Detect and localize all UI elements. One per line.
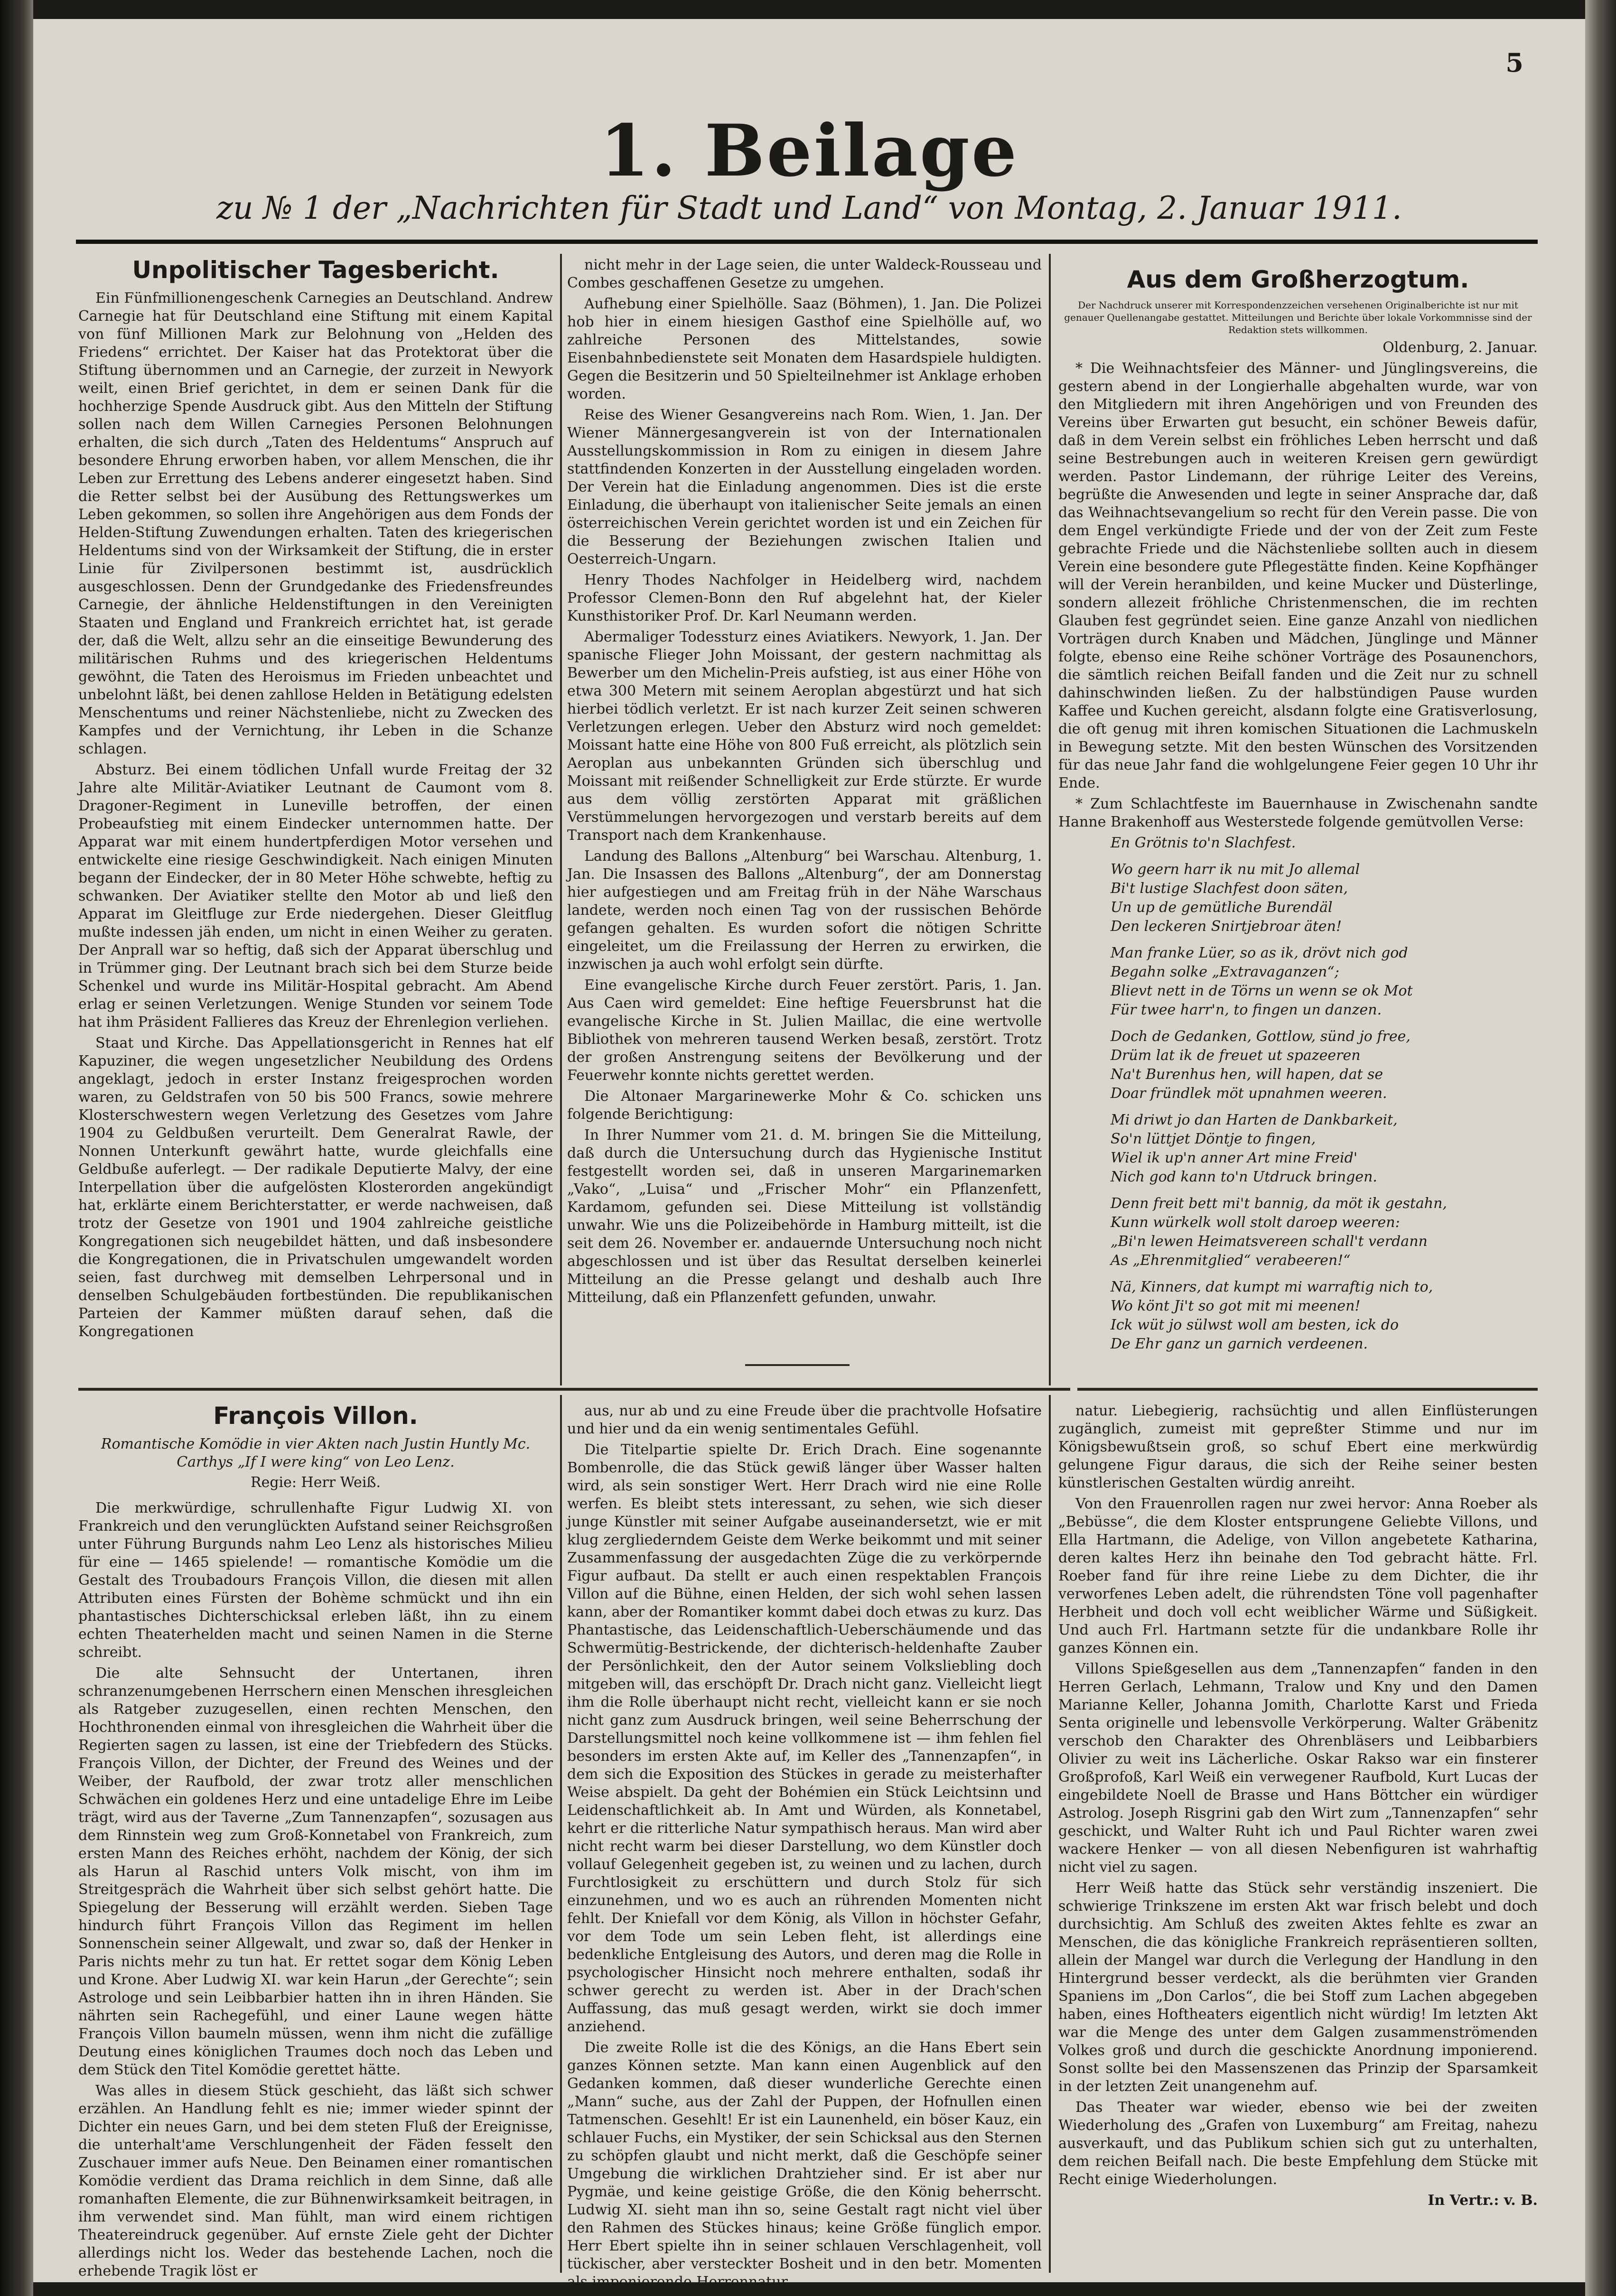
newspaper-page: [33, 19, 1585, 2290]
poem-line: Nä, Kinners, dat kumpt mi warraftig nich to,: [1111, 1279, 1433, 1295]
supplement-title: 1. Beilage: [599, 109, 1019, 193]
page-number: 5: [1505, 47, 1523, 78]
section-heading: Unpolitischer Tagesbericht.: [132, 256, 499, 284]
poem-line: Ick wüt jo sülwst woll am besten, ick do: [1111, 1317, 1399, 1333]
review-paragraph: Die Titelpartie spielte Dr. Erich Drach. Eine sogenannte Bombenrolle, die das Stück gewiß länger über Wasser halten wird, als sein sonstiger Wert. Herr Drach wird nie eine Rolle werfen. Es bleibt stets interessant, zu sehen, wie sich dieser junge Künstler mit seiner Aufgabe auseinandersetzt, wie er mit klug zergliederndem Geiste dem Werke beikommt und mit seiner Zusammenfassung der ausgedachten Züge die zu verkörpernde Figur aufbaut. Da stellt er auch einen respektablen François Villon auf die Bühne, einen Helden, der sich wohl sehen lassen kann, aber der Romantiker kommt dabei doch etwas zu kurz. Das Phantastische, das Leidenschaftlich-Ueberschäumende und das Schwermütig-Bestrickende, der dichterisch-heldenhafte Zauber der Persönlichkeit, den der Autor seinem Volksliebling doch mitgeben will, das erschöpft Dr. Drach nicht ganz. Vielleicht liegt ihm die Rolle überhaupt nicht recht, vielleicht kann er sie noch nicht ganz zum Ausdruck bringen, weil seine Beherrschung der Darstellungsmittel noch keine vollkommene ist — ihm fehlen fiel besonders im ersten Akte auf, im Keller des „Tannenzapfen“, in dem sich die Exposition des Stückes in gerade zu meisterhafter Weise abspielt. Da geht der Bohémien ein Stück Leichtsinn und Leidenschaftlichkeit ab. In Amt und Würden, als Konnetabel, kehrt er die ritterliche Natur sympathisch heraus. Man wird aber nicht recht warm bei dieser Darstellung, wo dem Künstler doch vollauf Gelegenheit gegeben ist, zu weinen und zu lachen, durch Furchtlosigkeit zu erschüttern und durch Stolz für sich einzunehmen, und wo es auch an rührenden Momenten nicht fehlt. Der Kniefall vor dem König, als Villon in höchster Gefahr, vor dem Tode um sein Leben fleht, ist allerdings eine bedenkliche Entgleisung des Autors, und deren mag die Rolle in psychologischer Hinsicht noch mehrere enthalten, sodaß ihr schwer gerecht zu werden ist. Aber in der Drach'schen Auffassung, das muß gesagt werden, wirkt sie doch immer anziehend.: [567, 1441, 1042, 2035]
poem-stanza: [1111, 1195, 1538, 1270]
article-paragraph: Staat und Kirche. Das Appellationsgericht in Rennes hat elf Kapuziner, die wegen ungesetzlicher Neubildung des Ordens angeklagt, jedoch in erster Instanz freigesprochen worden waren, zu Geldstrafen von 50 bis 500 Francs, sowie mehrere Klosterschwestern wegen Verletzung des Gesetzes vom Jahre 1904 zu Geldbußen verurteilt. Dem Generalrat Rawle, der Nonnen Unterkunft gewährt hatte, wurde gleichfalls eine Geldbuße auferlegt. — Der radikale Deputierte Malvy, der eine Interpellation über die aufgelösten Klosterorden angekündigt hat, erklärte einem Berichterstatter, er werde nachweisen, daß trotz der Gesetze von 1901 und 1904 zahlreiche geistliche Kongregationen sich neugebildet hätten, und daß insbesondere die Kongregationen, die in Privatschulen umgewandelt worden seien, fast durchweg mit demselben Lehrpersonal und in denselben Schulgebäuden fortbestünden. Die republikanischen Parteien der Kammer müßten darauf sehen, daß die Kongregationen: [78, 1035, 553, 1340]
poem-line: Nich god kann to'n Utdruck bringen.: [1111, 1169, 1377, 1185]
review-subheading: Romantische Komödie in vier Akten nach Justin Huntly Mc. Carthys „If I were king“ von Leo Lenz.: [101, 1436, 531, 1470]
review-paragraph: Die alte Sehnsucht der Untertanen, ihren schranzenumgebenen Herrschern einen Menschen ihresgleichen als Ratgeber zuzugesellen, einen rechten Menschen, den Hochthronenden einmal von ihresgleichen die Wahrheit über die Regierten sagen zu lassen, ist eine der Triebfedern des Stücks. François Villon, der Dichter, der Freund des Weines und der Weiber, der Raufbold, der zwar trotz aller menschlichen Schwächen ein goldenes Herz und eine untadelige Ehre im Leibe trägt, wird aus der Taverne „Zum Tannenzapfen“, sozusagen aus dem Rinnstein weg zum Groß-Konnetabel von Frankreich, zum ersten Mann des Reiches erhöht, nachdem der König, der sich als Harun al Raschid unters Volk mischt, von ihm im Streitgespräch die Wahrheit über sich selbst gehört hatte. Die Spiegelung der Besserung will erzählt werden. Sieben Tage hindurch führt François Villon das Regiment im hellen Sonnenschein seiner Allgewalt, und zwar so, daß der Henker in Paris nichts mehr zu tun hat. Er rettet sogar dem König Leben und Krone. Aber Ludwig XI. war kein Harun „der Gerechte“; sein Astrologe und sein Leibbarbier hatten ihn in ihren Händen. Sie nährten sein Rachegefühl, und einer Laune wegen hätte François Villon baumeln müssen, wenn ihm nicht die zufällige Deutung eines königlichen Traumes doch noch das Leben und dem Stück den Titel Komödie gerettet hätte.: [78, 1665, 553, 2078]
review-paragraph: Was alles in diesem Stück geschieht, das läßt sich schwer erzählen. An Handlung fehlt es nie; immer wieder spinnt der Dichter ein neues Garn, und bei dem steten Fluß der Ereignisse, die unterhalt'ame Verschlungenheit der Fäden fesselt den Zuschauer immer aufs Neue. Den Beinamen einer romantischen Komödie verdient das Drama reichlich in dem Sinne, daß alle romanhaften Elemente, die zur Bühnenwirksamkeit beitragen, in ihm verwendet sind. Man fühlt, man wird einem richtigen Theatereindruck gegenüber. Auf ernste Ziele geht der Dichter allerdings nicht los. Weder das bestehende Lachen, noch die erhebende Tragik löst er: [78, 2082, 553, 2279]
column-divider: [1049, 1395, 1051, 2273]
poem-line: Wiel ik up'n anner Art mine Freid': [1111, 1150, 1358, 1166]
section-divider: [78, 1388, 1070, 1391]
poem: [1111, 834, 1538, 1353]
poem-line: Den leckeren Snirtjebroar äten!: [1111, 918, 1342, 935]
header-rule: [76, 240, 1538, 244]
article-paragraph: Abermaliger Todessturz eines Aviatikers. Newyork, 1. Jan. Der spanische Flieger John Moissant, der gestern nachmittag als Bewerber um den Michelin-Preis aufstieg, ist aus einer Höhe von etwa 300 Metern mit seinem Aeroplan abgestürzt und hat sich hierbei tödlich verletzt. Er ist nach kurzer Zeit seinen schweren Verletzungen erlegen. Ueber den Absturz wird noch gemeldet: Moissant hatte eine Höhe von 800 Fuß erreicht, als plötzlich sein Aeroplan aus unbekannten Gründen sich überschlug und Moissant mit reißender Schnelligkeit zur Erde stürzte. Er wurde aus dem völlig zerstörten Apparat mit gräßlichen Verstümmelungen hervorgezogen und verstarb bereits auf dem Transport nach dem Krankenhause.: [567, 629, 1042, 844]
column-villon-review-2: [567, 1402, 1042, 2290]
column-grossherzogtum: [1058, 266, 1538, 1385]
article-paragraph: In Ihrer Nummer vom 21. d. M. bringen Sie die Mitteilung, daß durch die Untersuchung durch das Hygienische Institut festgestellt worden sei, daß in unseren Margarinemarken „Vako“, „Luisa“ und „Frischer Mohr“ ein Pflanzenfett, Kardamom, gefunden sei. Diese Mitteilung ist vollständig unwahr. Wie uns die Polizeibehörde in Hamburg mitteilt, ist die seit dem 26. November er. andauernde Untersuchung noch nicht abgeschlossen und ist über das Resultat derselben keinerlei Mitteilung an die Presse gelangt und deshalb auch Ihre Mitteilung, daß ein Pflanzenfett gefunden, unwahr.: [567, 1127, 1042, 1306]
article-paragraph: Landung des Ballons „Altenburg“ bei Warschau. Altenburg, 1. Jan. Die Insassen des Ballons „Altenburg“, der am Donnerstag hier aufgestiegen und am Freitag früh in der Nähe Warschaus landete, werden noch einen Tag von der russischen Behörde gefangen gehalten. Es wurden sofort die nötigen Schritte eingeleitet, um die Freilassung der Herren zu erwirken, die inzwischen ja auch wohl erfolgt sein dürfte.: [567, 848, 1042, 973]
poem-stanza: [1111, 944, 1538, 1019]
review-paragraph: Die merkwürdige, schrullenhafte Figur Ludwig XI. von Frankreich und den verunglückten Aufstand seiner Reichsgroßen unter Führung Burgunds nahm Leo Lenz als historisches Milieu für eine — 1465 spielende! — romantische Komödie um die Gestalt des Troubadours François Villon, die diesen mit allen Attributen eines Fürsten der Bohème schmückt und ihn ein phantastisches Dichterschicksal erleben läßt, ihn zu einem echten Theaterhelden macht und seinen Namen in die Sterne schreibt.: [78, 1500, 553, 1661]
poem-line: Doch de Gedanken, Gottlow, sünd jo free,: [1111, 1028, 1410, 1045]
reprint-note: Der Nachdruck unserer mit Korrespondenzzeichen versehenen Originalberichte ist nur mit genauer Quellenangabe gestattet. Mitteilungen und Berichte über lokale Vorkommnisse sind der Redaktion stets willkommen.: [1064, 299, 1532, 335]
poem-line: Kunn würkelk woll stolt daroep weeren:: [1111, 1214, 1400, 1231]
poem-line: Für twee harr'n, to fingen un danzen.: [1111, 1002, 1382, 1018]
column-divider: [1049, 254, 1051, 1385]
review-paragraph: Die zweite Rolle ist die des Königs, an die Hans Ebert sein ganzes Können setzte. Man kann einen Augenblick auf den Gedanken kommen, daß dieser wunderliche Gerechte einen „Mann“ suche, aus der Zahl der Puppen, der Hofnullen einen Tatmenschen. Gesehlt! Er ist ein Launenheld, ein böser Kauz, ein schlauer Fuchs, ein Mystiker, der sein Schicksal aus den Sternen zu schöpfen glaubt und nicht merkt, daß die Geschöpfe seiner Umgebung die wirklichen Drahtzieher sind. Er ist aber nur Pygmäe, und keine geistige Größe, die den König beherrscht. Ludwig XI. sieht man ihn so, seine Gestalt ragt nicht viel über den Rahmen des Stückes hinaus; keine Größe fünglich empor. Herr Ebert spielte ihn in seiner schlauen Verschlagenheit, voll tückischer, aber versteckter Bosheit und in den betr. Momenten als imponierende Herrennatur.: [567, 2039, 1042, 2290]
poem-line: Wo geern harr ik nu mit Jo allemal: [1111, 861, 1360, 878]
review-heading: François Villon.: [213, 1402, 418, 1430]
poem-line: Mi driwt jo dan Harten de Dankbarkeit,: [1111, 1112, 1398, 1128]
poem-line: Bi't lustige Slachfest doon säten,: [1111, 880, 1348, 897]
poem-line: Drüm lat ik de freuet ut spazeeren: [1111, 1047, 1361, 1064]
column-tagesbericht: [78, 256, 553, 1385]
poem-line: As „Ehrenmitglied“ verabeeren!“: [1111, 1252, 1351, 1269]
poem-line: Denn freit bett mi't bannig, da möt ik gestahn,: [1111, 1195, 1447, 1212]
article-paragraph: Die Altonaer Margarinewerke Mohr & Co. schicken uns folgende Berichtigung:: [567, 1088, 1042, 1123]
review-paragraph: Villons Spießgesellen aus dem „Tannenzapfen“ fanden in den Herren Gerlach, Lehmann, Tralow und Kny und den Damen Marianne Keller, Johanna Jomith, Charlotte Karst und Frieda Senta originelle und lebensvolle Verkörperung. Walter Gräbenitz verschob den Charakter des Ohrenbläsers und Leibbarbiers Olivier zu weit ins Lächerliche. Oskar Rakso war ein finsterer Großprofoß, Karl Weiß ein verwegener Raufbold, Kurt Lucas der eingebildete Noell de Brasse und Hans Böttcher ein würdiger Astrolog. Joseph Risgrini gab den Wirt zum „Tannenzapfen“ sehr geschickt, und Walter Ruht ich und Paul Richter waren zwei wackere Henker — von all diesen Nebenfiguren ist wahrhaftig nicht viel zu sagen.: [1058, 1661, 1538, 1876]
review-paragraph: natur. Liebegierig, rachsüchtig und allen Einflüsterungen zugänglich, zumeist mit gepreßter Stimme und nur im Königsbewußtsein groß, so schuf Ebert eine merkwürdig gelungene Figur daraus, die sich der Reihe seiner besten künstlerischen Gestalten würdig anreiht.: [1058, 1403, 1538, 1491]
poem-line: Doar fründlek möt upnahmen weeren.: [1111, 1085, 1387, 1102]
poem-line: Man franke Lüer, so as ik, drövt nich god: [1111, 945, 1408, 961]
poem-line: Begahn solke „Extravaganzen“;: [1111, 964, 1339, 980]
review-paragraph: Von den Frauenrollen ragen nur zwei hervor: Anna Roeber als „Bebüsse“, die dem Kloster entsprungene Geliebte Villons, und Ella Hartmann, die Adelige, von Villon angebetete Katharina, deren kaltes Herz ihn beinahe den Tod gebracht hätte. Frl. Roeber fand für ihre reine Liebe zu dem Dichter, die ihr verworfenes Leben adelt, die rührendsten Töne voll pagenhafter Herbheit und doch voll echt weiblicher Wärme und Süßigkeit. Und auch Frl. Hartmann setzte für die undankbare Rolle ihr ganzes Können ein.: [1058, 1496, 1538, 1656]
poem-stanza: [1111, 1111, 1538, 1186]
review-paragraph: Das Theater war wieder, ebenso wie bei der zweiten Wiederholung des „Grafen von Luxemburg“ am Freitag, nahezu ausverkauft, und das Publikum schien sich gut zu unterhalten, dem reichen Beifall nach. Die beste Empfehlung dem Stücke mit Recht einige Wiederholungen.: [1058, 2099, 1538, 2188]
dateline: Oldenburg, 2. Januar.: [1382, 339, 1538, 356]
poem-line: „Bi'n lewen Heimatsvereen schall't verdann: [1111, 1233, 1428, 1250]
supplement-subtitle: zu № 1 der „Nachrichten für Stadt und Land“ von Montag, 2. Januar 1911.: [216, 190, 1402, 226]
poem-line: Na't Burenhus hen, will hapen, dat se: [1111, 1066, 1383, 1083]
book-spine: [0, 0, 33, 2296]
article-paragraph: Ein Fünfmillionengeschenk Carnegies an Deutschland. Andrew Carnegie hat für Deutschland eine Stiftung mit einem Kapital von fünf Millionen Mark zur Belohnung von „Helden des Friedens“ errichtet. Der Kaiser hat das Protektorat über die Stiftung übernommen und an Carnegie, der zurzeit in Newyork weilt, einen Brief gerichtet, in dem er seinen Dank für die hochherzige Spende Ausdruck gibt. Aus den Mitteln der Stiftung sollen nach dem Willen Carnegies Personen Belohnungen erhalten, die sich durch „Taten des Heldentums“ Anspruch auf besondere Ehrung erworben haben, vor allem Menschen, die ihr Leben zur Errettung des Lebens anderer eingesetzt haben. Sind die Retter selbst bei der Ausübung des Rettungswerkes um Leben gekommen, so sollen ihre Angehörigen aus dem Fonds der Helden-Stiftung Zuwendungen erhalten. Taten des kriegerischen Heldentums sind von der Wirksamkeit der Stiftung, die in erster Linie für Zivilpersonen bestimmt ist, ausdrücklich ausgeschlossen. Denn der Grundgedanke des Friedensfreundes Carnegie, der ähnliche Heldenstiftungen in den Vereinigten Staaten und England und Frankreich errichtet hat, ist gerade der, daß die Welt, allzu sehr an die einseitige Bewunderung des militärischen Ruhms und des kriegerischen Heldentums gewöhnt, die Taten des Heroismus im Frieden unbeachtet und unbelohnt läßt, bei denen zahllose Helden in Betätigung edelsten Menschentums und reiner Nächstenliebe, nicht zu Zwecken des Kampfes und der Vernichtung, ihr Leben in die Schanze schlagen.: [78, 290, 553, 757]
article-paragraph: nicht mehr in der Lage seien, die unter Waldeck-Rousseau und Combes geschaffenen Gesetze zu umgehen.: [567, 257, 1042, 291]
poem-line: So'n lüttjet Döntje to fingen,: [1111, 1131, 1316, 1147]
section-heading: Aus dem Großherzogtum.: [1127, 266, 1469, 293]
column-villon-review: [78, 1402, 553, 2279]
article-paragraph: * Zum Schlachtfeste im Bauernhause in Zwischenahn sandte Hanne Brakenhoff aus Westerstede folgende gemütvollen Verse:: [1058, 796, 1538, 830]
page-edge: [1585, 0, 1616, 2296]
column-divider: [560, 254, 562, 1385]
article-paragraph: * Die Weihnachtsfeier des Männer- und Jünglingsvereins, die gestern abend in der Longierhalle abgehalten wurde, war von den Mitgliedern mit ihren Angehörigen und von Freunden des Vereins über Erwarten gut besucht, ein schöner Beweis dafür, daß in dem Verein selbst ein fröhliches Leben herrscht und daß seine Bestrebungen auch in weiteren Kreisen gern gewürdigt werden. Pastor Lindemann, der rührige Leiter des Vereins, begrüßte die Anwesenden und legte in seiner Ansprache dar, daß das Weihnachtsevangelium so recht für den Verein passe. Die von dem Engel verkündigte Friede und der von der Zeit zum Feste gebrachte Friede und die Nächstenliebe sollten auch in diesem Verein eine besondere gute Pflegestätte finden. Keine Kopfhänger will der Verein heranbilden, und keine Mucker und Düsterlinge, sondern allezeit fröhliche Christenmenschen, die im rechten Glauben fest gegründet seien. Eine ganze Anzahl von niedlichen Vorträgen durch Knaben und Mädchen, Jünglinge und Männer folgte, ebenso eine Reihe schöner Vorträge des Posaunenchors, die sämtlich reichen Beifall fanden und die Zeit nur zu schnell dahinschwinden ließen. Zu der halbstündigen Pause wurden Kaffee und Kuchen gereicht, alsdann folgte eine Gratisverlosung, die oft genug mit ihren komischen Situationen die Lachmuskeln in Bewegung setzte. Mit den besten Wünschen des Vorsitzenden für das neue Jahr fand die wohlgelungene Feier gegen 10 Uhr ihr Ende.: [1058, 360, 1538, 791]
column-divider: [560, 1395, 562, 2273]
column-news-continued: [567, 256, 1042, 1385]
poem-stanza: [1111, 1028, 1538, 1103]
poem-line: Blievt nett in de Törns un wenn se ok Mot: [1111, 983, 1413, 999]
review-paragraph: Herr Weiß hatte das Stück sehr verständig inszeniert. Die schwierige Trinkszene im ersten Akt war frisch belebt und doch durchsichtig. Am Schluß des zweiten Aktes fehlte es zwar an Menschen, die das königliche Frankreich repräsentieren sollten, allein der Mangel war durch die Verlegung der Handlung in den Hintergrund besser verdeckt, als die berühmten vier Granden Spaniens im „Don Carlos“, die bei Stoff zum Lachen abgegeben haben, eines Hoftheaters eigentlich nicht würdig! Im letzten Akt war die Menge des unter dem Galgen zusammenströmenden Volkes groß und durch die geschickte Anordnung imponierend. Sonst sollte bei den Massenszenen das Prinzip der Sparsamkeit in der letzten Zeit unangenehm auf.: [1058, 1880, 1538, 2095]
article-paragraph: Reise des Wiener Gesangvereins nach Rom. Wien, 1. Jan. Der Wiener Männergesangverein ist von der Internationalen Ausstellungskommission in Rom zu einigen in diesem Jahre stattfindenden Konzerten in der Ausstellung eingeladen worden. Der Verein hat die Einladung angenommen. Dies ist die erste Einladung, die überhaupt von italienischer Seite jemals an einen österreichischen Verein gerichtet worden ist und ein Zeichen für die Besserung der Beziehungen zwischen Italien und Oesterreich-Ungarn.: [567, 407, 1042, 567]
poem-line: De Ehr ganz un garnich verdeenen.: [1111, 1336, 1368, 1352]
article-paragraph: Henry Thodes Nachfolger in Heidelberg wird, nachdem Professor Clemen-Bonn den Ruf abgelehnt hat, der Kieler Kunsthistoriker Prof. Dr. Karl Neumann werden.: [567, 572, 1042, 624]
poem-title: En Grötnis to'n Slachfest.: [1111, 835, 1296, 851]
column-villon-review-3: [1058, 1402, 1538, 2270]
poem-stanza: [1111, 861, 1538, 936]
article-paragraph: Eine evangelische Kirche durch Feuer zerstört. Paris, 1. Jan. Aus Caen wird gemeldet: Eine heftige Feuersbrunst hat die evangelische Kirche in St. Julien Maillac, die eine wertvolle Bibliothek von mehreren tausend Werken besaß, zerstört. Trotz der großen Anstrengung seitens der Bevölkerung und der Feuerwehr konnte nichts gerettet werden.: [567, 977, 1042, 1084]
review-signature: In Vertr.: v. B.: [1428, 2192, 1538, 2209]
review-byline: Regie: Herr Weiß.: [251, 1474, 381, 1491]
poem-stanza: [1111, 1278, 1538, 1353]
end-of-article-rule: [745, 1364, 850, 1366]
article-paragraph: Absturz. Bei einem tödlichen Unfall wurde Freitag der 32 Jahre alte Militär-Aviatiker Leutnant de Caumont vom 8. Dragoner-Regiment in Luneville betroffen, der einen Probeaufstieg mit einem Eindecker unternommen hatte. Der Apparat war mit einem hundertpferdigen Motor versehen und entwickelte eine riesige Geschwindigkeit. Nach einigen Minuten begann der Eindecker, der in 80 Meter Höhe schwebte, heftig zu schwanken. Der Aviatiker stellte den Motor ab und ließ den Apparat im Gleitfluge zur Erde niedergehen. Dieser Gleitflug mußte indessen jäh enden, um nicht in einen Weiher zu geraten. Der Anprall war so heftig, daß sich der Apparat überschlug und in Trümmer ging. Der Leutnant brach sich bei dem Sturze beide Schenkel und wurde ins Militär-Hospital gebracht. Am Abend erlag er seinen Verletzungen. Wenige Stunden vor seinem Tode hat ihm Präsident Fallieres das Kreuz der Ehrenlegion verliehen.: [78, 762, 553, 1031]
poem-line: Un up de gemütliche Burendäl: [1111, 899, 1333, 916]
review-paragraph: aus, nur ab und zu eine Freude über die prachtvolle Hofsatire und hier und da ein wenig sentimentales Gefühl.: [567, 1403, 1042, 1437]
article-paragraph: Aufhebung einer Spielhölle. Saaz (Böhmen), 1. Jan. Die Polizei hob hier in einem hiesigen Gasthof eine Spielhölle auf, wo zahlreiche Personen des Mittelstandes, sowie Eisenbahnbedienstete seit Monaten dem Hasardspiele huldigten. Gegen die Besitzerin und 50 Spielteilnehmer ist Anklage erhoben worden.: [567, 296, 1042, 402]
poem-line: Wo könt Ji't so got mit mi meenen!: [1111, 1298, 1361, 1314]
section-divider: [1077, 1388, 1538, 1391]
